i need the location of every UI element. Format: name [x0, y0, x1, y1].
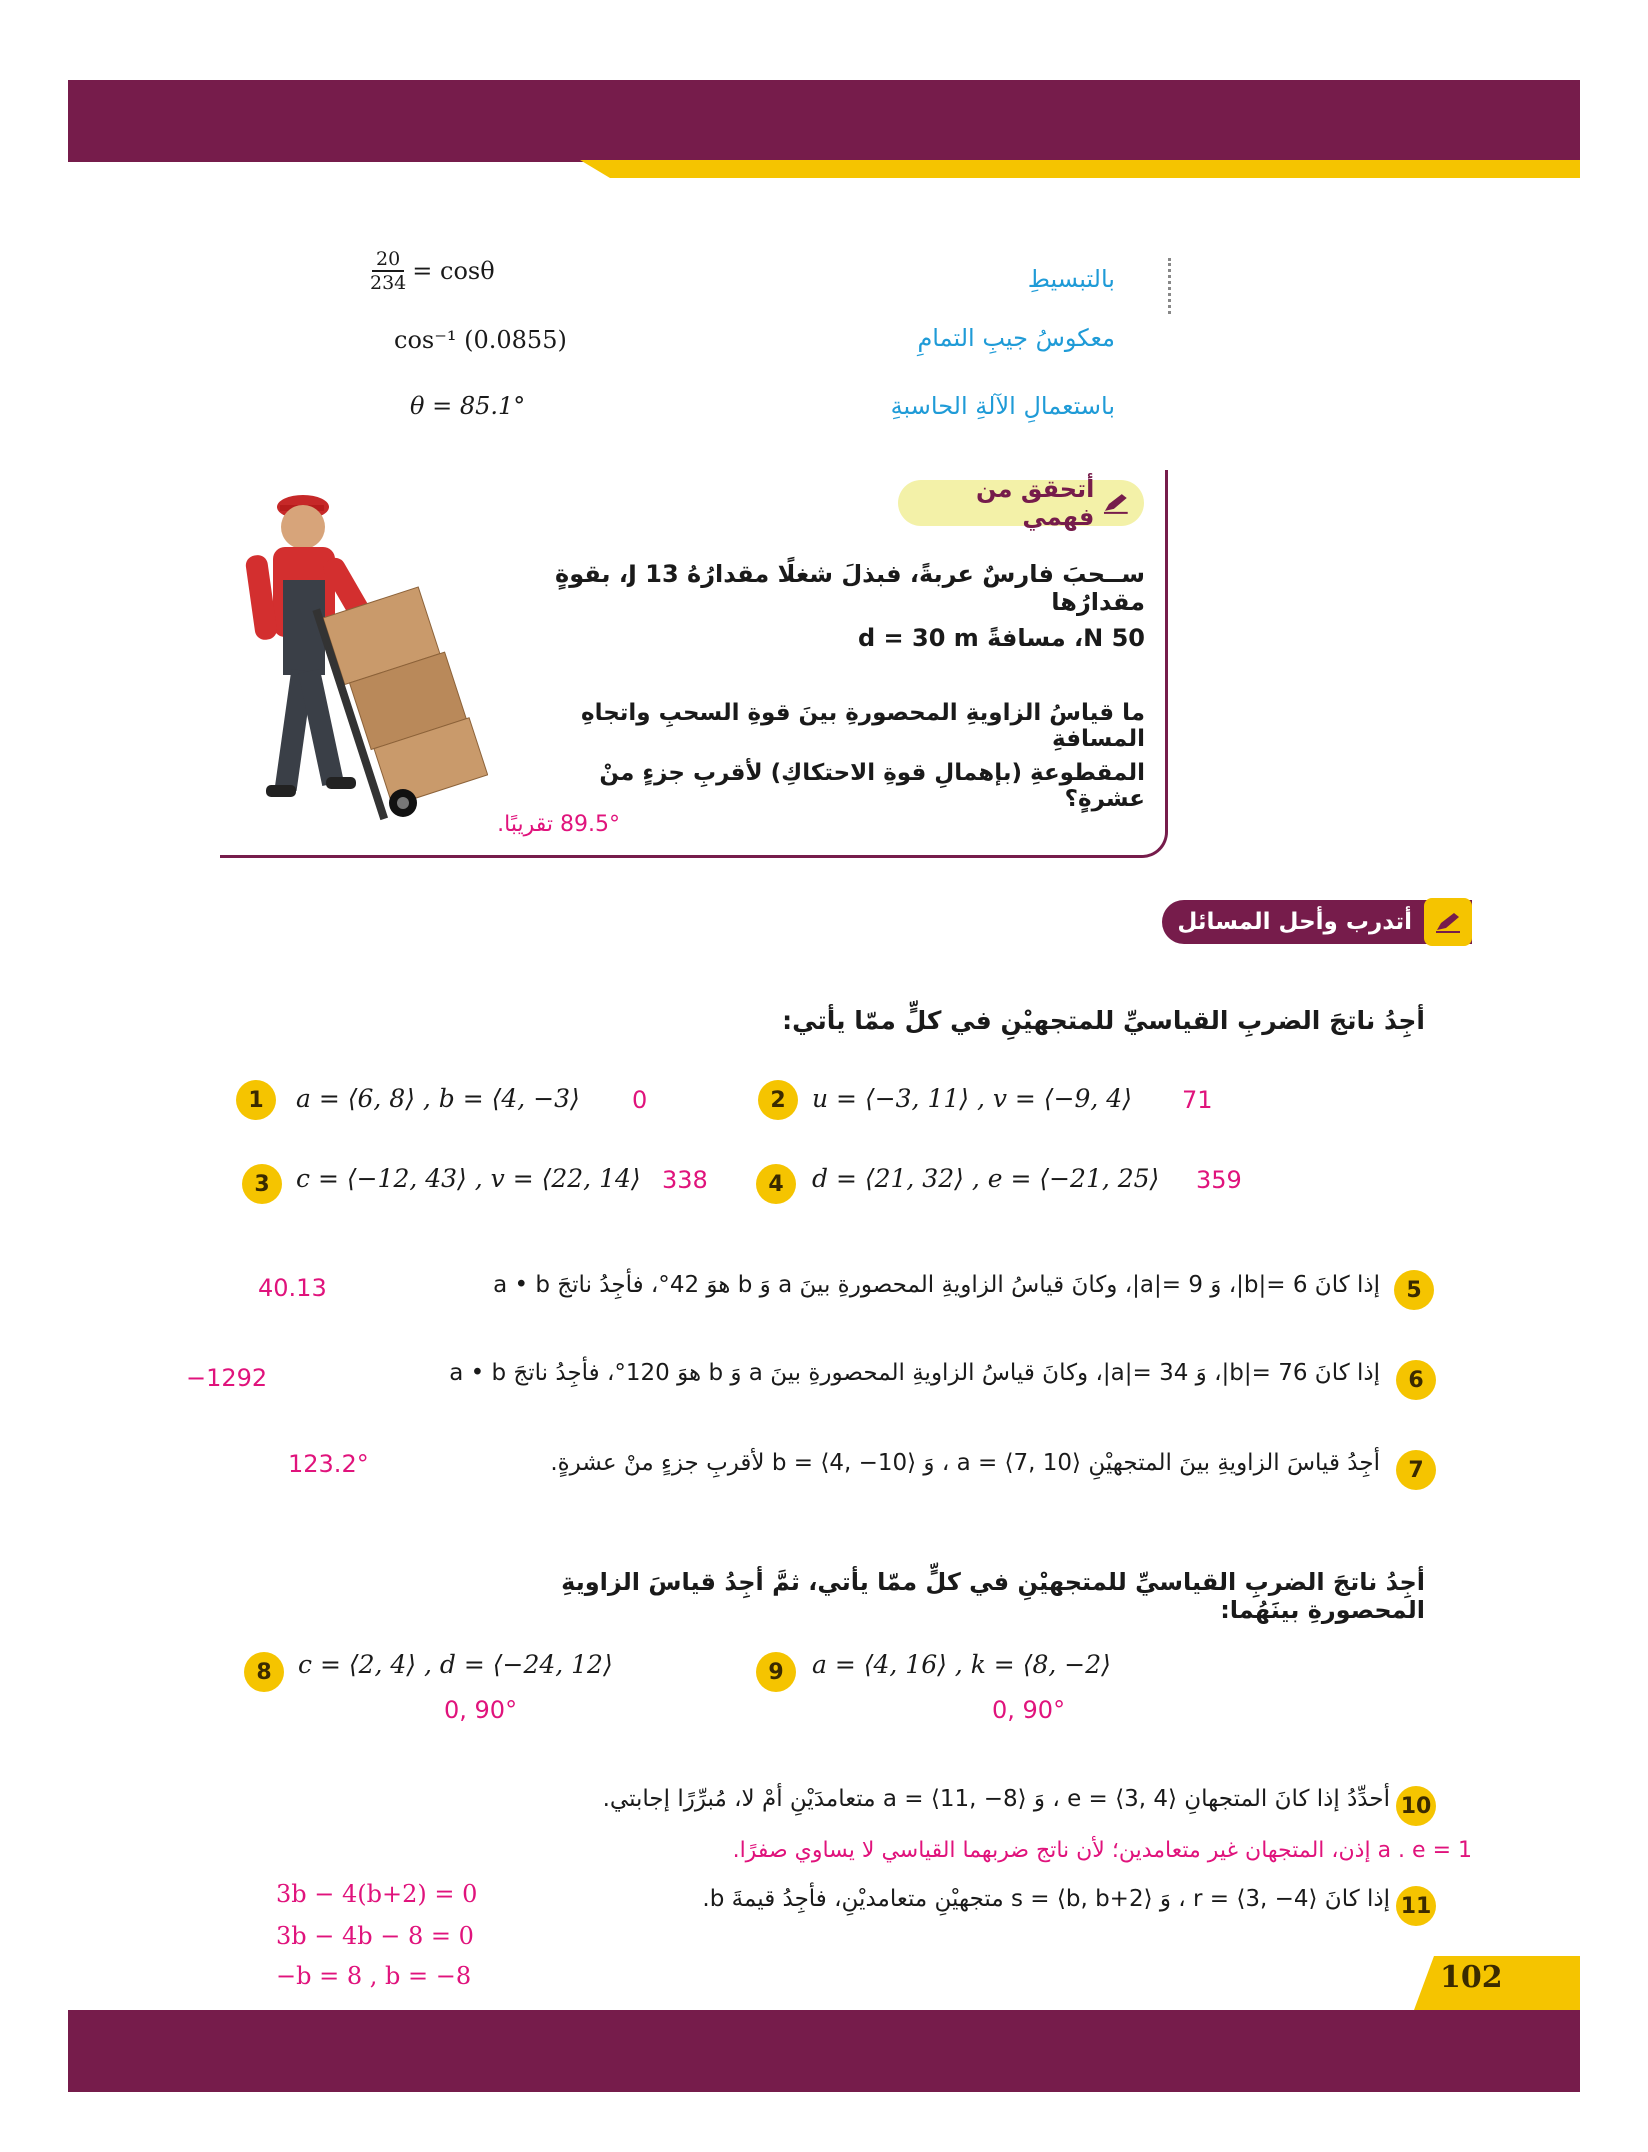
- item-8-expr: c = ⟨2, 4⟩ , d = ⟨−24, 12⟩: [298, 1650, 613, 1679]
- check-text-line-3: ما قياسُ الزاويةِ المحصورةِ بينَ قوةِ السحبِ واتجاهِ المسافةِ: [581, 700, 1145, 752]
- badge-8: 8: [244, 1652, 284, 1692]
- item-9-expr: a = ⟨4, 16⟩ , k = ⟨8, −2⟩: [812, 1650, 1111, 1679]
- worker-with-boxes-image: [228, 485, 488, 825]
- practice-pencil-box: [1424, 898, 1472, 946]
- example-divider: [1168, 258, 1171, 314]
- item-7-text: أجِدُ قياسَ الزاويةِ بينَ المتجهيْنِ a = ⟨7, 10⟩ ، وَ b = ⟨4, −10⟩ لأقربِ جزءٍ منْ عشرةٍ.: [550, 1450, 1380, 1476]
- item-9-answer: 0, 90°: [992, 1696, 1066, 1724]
- top-band: [68, 80, 1580, 162]
- step-math-simplify: [370, 248, 495, 294]
- badge-11: 11: [1396, 1886, 1436, 1926]
- bottom-band: [68, 2010, 1580, 2092]
- fraction-denominator: 234: [370, 272, 407, 294]
- check-text-line-2: N 50، مسافةً d = 30 m: [858, 624, 1145, 652]
- item-1-answer: 0: [632, 1086, 648, 1114]
- item-6-text: إذا كانَ 76 =|b|، وَ 34 =|a|، وكانَ قياسُ الزاويةِ المحصورةِ بينَ a وَ b هوَ 120°، فأجِدُ ناتجَ a • b: [449, 1360, 1380, 1386]
- item-11-answer-line-3: −b = 8 , b = −8: [276, 1962, 472, 1990]
- item-5-answer: 40.13: [258, 1274, 327, 1302]
- pencil-icon: [1102, 492, 1130, 514]
- item-10-text: أحدِّدُ إذا كانَ المتجهانِ e = ⟨3, 4⟩ ، وَ a = ⟨11, −8⟩ متعامدَيْنِ أمْ لا، مُبرِّرًا إجابتي.: [602, 1786, 1390, 1812]
- badge-4: 4: [756, 1164, 796, 1204]
- badge-9: 9: [756, 1652, 796, 1692]
- item-1-expr: a = ⟨6, 8⟩ , b = ⟨4, −3⟩: [296, 1084, 580, 1113]
- item-11-answer-line-1: 3b − 4(b+2) = 0: [276, 1880, 478, 1908]
- fraction-numerator: 20: [372, 248, 404, 272]
- badge-1: 1: [236, 1080, 276, 1120]
- item-2-answer: 71: [1182, 1086, 1213, 1114]
- check-title: أتحقق من فهمي: [976, 475, 1095, 531]
- item-6-answer: −1292: [186, 1364, 268, 1392]
- badge-10: 10: [1396, 1786, 1436, 1826]
- item-4-expr: d = ⟨21, 32⟩ , e = ⟨−21, 25⟩: [812, 1164, 1160, 1193]
- top-accent-stripe: [580, 160, 1580, 182]
- pencil-icon: [1434, 911, 1462, 933]
- item-7-answer: 123.2°: [288, 1450, 369, 1478]
- item-3-expr: c = ⟨−12, 43⟩ , v = ⟨22, 14⟩: [296, 1164, 641, 1193]
- item-3-answer: 338: [662, 1166, 708, 1194]
- badge-3: 3: [242, 1164, 282, 1204]
- step-label-inverse-cos: معكوسُ جيبِ التمامِ: [917, 324, 1115, 352]
- fraction-rhs: = cosθ: [412, 257, 495, 285]
- check-text-line-4: المقطوعةِ (بإهمالِ قوةِ الاحتكاكِ) لأقربِ جزءٍ منْ عشرةٍ؟: [599, 760, 1145, 812]
- item-4-answer: 359: [1196, 1166, 1242, 1194]
- item-8-answer: 0, 90°: [444, 1696, 518, 1724]
- check-answer: 89.5° تقريبًا.: [497, 812, 620, 837]
- badge-7: 7: [1396, 1450, 1436, 1490]
- page-number: 102: [1440, 1960, 1503, 1995]
- item-2-expr: u = ⟨−3, 11⟩ , v = ⟨−9, 4⟩: [812, 1084, 1132, 1113]
- practice-title: أتدرب وأحل المسائل: [1177, 909, 1412, 935]
- check-title-pill: [898, 475, 1144, 531]
- step-label-calculator: باستعمالِ الآلةِ الحاسبةِ: [890, 392, 1115, 420]
- step-label-simplify: بالتبسيطِ: [1027, 265, 1115, 293]
- item-5-text: إذا كانَ 6 =|b|، وَ 9 =|a|، وكانَ قياسُ الزاويةِ المحصورةِ بينَ a وَ b هوَ 42°، فأجِدُ ناتجَ a • b: [493, 1272, 1380, 1298]
- item-11-text: إذا كانَ r = ⟨3, −4⟩ ، وَ s = ⟨b, b+2⟩ متجهيْنِ متعامديْنِ، فأجِدُ قيمةَ b.: [702, 1886, 1390, 1912]
- instruction-1: أجِدُ ناتجَ الضربِ القياسيِّ للمتجهيْنِ في كلٍّ ممّا يأتي:: [782, 1006, 1425, 1035]
- badge-6: 6: [1396, 1360, 1436, 1400]
- item-10-answer: a . e = 1 إذن، المتجهان غير متعامدين؛ لأن ناتج ضربهما القياسي لا يساوي صفرًا.: [732, 1838, 1472, 1863]
- badge-2: 2: [758, 1080, 798, 1120]
- check-text-line-1: ســحبَ فارسٌ عربةً، فبذلَ شغلًا مقدارُهُ J 13، بقوةٍ مقدارُها: [555, 560, 1145, 616]
- step-math-result: θ = 85.1°: [410, 392, 526, 420]
- item-11-answer-line-2: 3b − 4b − 8 = 0: [276, 1922, 474, 1950]
- badge-5: 5: [1394, 1270, 1434, 1310]
- step-math-inverse-cos: cos⁻¹ (0.0855): [394, 326, 567, 354]
- instruction-2: أجِدُ ناتجَ الضربِ القياسيِّ للمتجهيْنِ في كلٍّ ممّا يأتي، ثمَّ أجِدُ قياسَ الزاويةِ المحصورةِ بينَهُما:: [561, 1568, 1425, 1624]
